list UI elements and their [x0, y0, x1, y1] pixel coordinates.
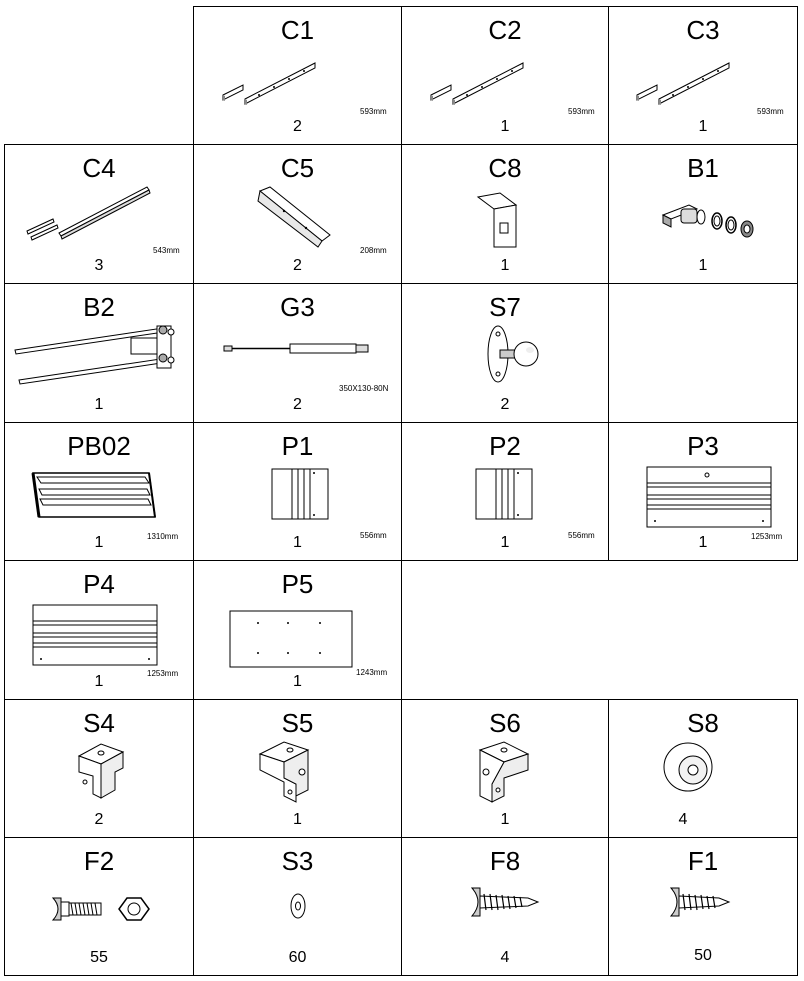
- gas-strut-icon: [222, 340, 372, 356]
- screw-icon: [468, 886, 540, 918]
- part-quantity: 3: [94, 257, 104, 274]
- part-cell-p2: [401, 422, 609, 561]
- part-cell-s7: [401, 283, 609, 423]
- part-quantity: 2: [293, 396, 302, 413]
- part-cell-s8: [608, 699, 798, 838]
- part-code: F1: [687, 846, 719, 876]
- part-dimension: 1253mm: [147, 669, 179, 678]
- part-cell-c3: [608, 6, 798, 145]
- part-code: B2: [83, 292, 115, 322]
- part-code: S7: [489, 292, 521, 322]
- part-cell-f1: [608, 837, 798, 976]
- part-quantity: 1: [500, 118, 510, 135]
- frame-panel-icon: [29, 469, 159, 527]
- part-dimension: 1243mm: [356, 668, 388, 677]
- bolt-nut-icon: [49, 894, 159, 924]
- ribbed-panel-icon: [645, 465, 773, 529]
- part-code: C4: [82, 153, 116, 183]
- narrow-panel-icon: [270, 467, 330, 521]
- part-quantity: 1: [500, 811, 510, 828]
- part-code: S3: [281, 846, 314, 876]
- part-quantity: 50: [694, 947, 712, 964]
- part-code: B1: [687, 153, 719, 183]
- ball-mount-icon: [480, 322, 550, 386]
- part-code: S4: [83, 708, 115, 738]
- part-quantity: 60: [288, 949, 307, 966]
- part-dimension: 556mm: [360, 531, 387, 540]
- part-cell-c5: [193, 144, 402, 284]
- part-quantity: 4: [500, 949, 510, 966]
- part-cell-c1: [193, 6, 402, 145]
- part-dimension: 1310mm: [147, 532, 179, 541]
- screw-icon: [667, 886, 731, 918]
- support-arms-icon: [13, 322, 185, 388]
- part-quantity: 1: [94, 673, 104, 690]
- part-dimension: 556mm: [568, 531, 595, 540]
- part-quantity: 1: [293, 673, 302, 690]
- part-dimension: 543mm: [153, 246, 180, 255]
- part-dimension: 593mm: [757, 107, 784, 116]
- empty-cell: [608, 283, 798, 423]
- part-quantity: 1: [698, 257, 708, 274]
- part-code: S6: [489, 708, 521, 738]
- part-code: G3: [280, 292, 315, 322]
- part-cell-f2: [4, 837, 194, 976]
- part-cell-c4: [4, 144, 194, 284]
- part-cell-b2: [4, 283, 194, 423]
- part-quantity: 2: [500, 396, 510, 413]
- part-code: S5: [281, 708, 314, 738]
- part-quantity: 1: [500, 257, 510, 274]
- part-cell-s6: [401, 699, 609, 838]
- part-code: S8: [687, 708, 719, 738]
- part-cell-pb02: [4, 422, 194, 561]
- part-quantity: 1: [698, 534, 708, 551]
- part-quantity: 2: [293, 118, 302, 135]
- part-quantity: 1: [293, 534, 302, 551]
- part-code: C1: [280, 15, 315, 45]
- part-cell-c2: [401, 6, 609, 145]
- part-quantity: 2: [94, 811, 104, 828]
- part-quantity: 1: [94, 396, 104, 413]
- part-dimension: 593mm: [360, 107, 387, 116]
- part-cell-s3: [193, 837, 402, 976]
- part-cell-s4: [4, 699, 194, 838]
- corner-block-icon: [256, 738, 320, 806]
- part-code: P5: [281, 569, 314, 599]
- part-quantity: 1: [94, 534, 104, 551]
- part-code: C5: [280, 153, 315, 183]
- part-code: P3: [687, 431, 719, 461]
- part-cell-p4: [4, 560, 194, 700]
- part-code: F8: [489, 846, 521, 876]
- part-code: P4: [83, 569, 115, 599]
- part-quantity: 4: [678, 811, 688, 828]
- bracket-pair-icon: [219, 57, 329, 107]
- part-code: P1: [281, 431, 314, 461]
- part-cell-p5: [193, 560, 402, 700]
- part-dimension: 593mm: [568, 107, 595, 116]
- part-code: C3: [686, 15, 720, 45]
- part-cell-p3: [608, 422, 798, 561]
- lock-assembly-icon: [659, 197, 759, 247]
- part-code: P2: [489, 431, 521, 461]
- part-dimension: 208mm: [360, 246, 387, 255]
- part-quantity: 55: [90, 949, 108, 966]
- corner-block-icon: [468, 738, 532, 806]
- part-cell-s5: [193, 699, 402, 838]
- bracket-pair-icon: [633, 57, 743, 107]
- part-code: PB02: [67, 431, 131, 461]
- part-quantity: 1: [698, 118, 708, 135]
- part-cell-g3: [193, 283, 402, 423]
- washer-icon: [286, 890, 310, 922]
- narrow-panel-icon: [474, 467, 534, 521]
- round-foot-icon: [661, 740, 715, 794]
- part-cell-f8: [401, 837, 609, 976]
- part-dimension: 1253mm: [751, 532, 783, 541]
- ribbed-panel-icon: [31, 603, 159, 667]
- part-code: C2: [488, 15, 522, 45]
- angle-bracket-icon: [244, 185, 334, 249]
- part-cell-b1: [608, 144, 798, 284]
- part-code: F2: [83, 846, 115, 876]
- part-quantity: 2: [293, 257, 302, 274]
- corner-block-icon: [71, 738, 135, 802]
- rail-pair-icon: [23, 181, 163, 243]
- part-cell-p1: [193, 422, 402, 561]
- plate-bracket-icon: [474, 191, 524, 249]
- part-quantity: 1: [293, 811, 302, 828]
- part-code: C8: [488, 153, 522, 183]
- part-cell-c8: [401, 144, 609, 284]
- part-quantity: 1: [500, 534, 510, 551]
- part-dimension: 350X130-80N: [339, 384, 389, 393]
- bracket-pair-icon: [427, 57, 537, 107]
- flat-panel-icon: [228, 609, 354, 669]
